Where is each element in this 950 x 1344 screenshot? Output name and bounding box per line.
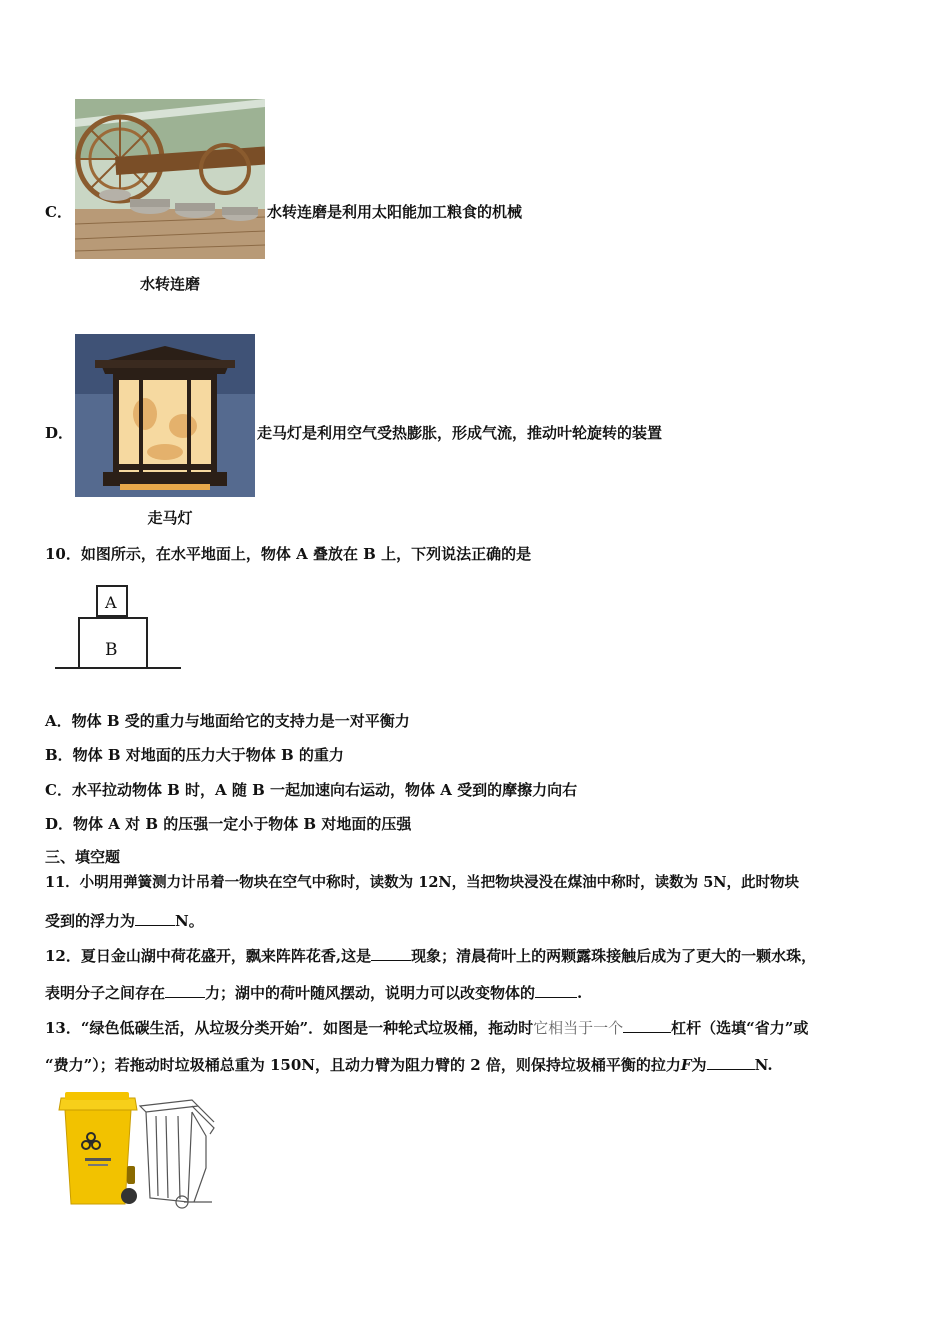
option-d-text: 走马灯是利用空气受热膨胀，形成气流，推动叶轮旋转的装置 xyxy=(257,424,663,442)
block-b-label: B xyxy=(105,640,118,660)
q13-line1-text-b: 杠杆（选填“省力”或 xyxy=(671,1019,809,1037)
q10-stem: 10．如图所示，在水平地面上，物体 A 叠放在 B 上，下列说法正确的是 xyxy=(45,545,532,563)
block-a-label: A xyxy=(105,593,117,612)
q13-blank-force-value[interactable] xyxy=(707,1054,755,1070)
water-mill-caption: 水转连磨 xyxy=(139,275,200,293)
q12-blank-motion[interactable] xyxy=(535,982,577,998)
q13-force-symbol: F xyxy=(680,1056,692,1074)
q11-unit: N。 xyxy=(175,912,204,930)
lantern-photo xyxy=(75,334,255,497)
lantern-caption: 走马灯 xyxy=(147,509,193,527)
q13-line1 xyxy=(45,1017,808,1038)
trash-bin-lever-diagram xyxy=(136,1098,218,1210)
q12-line1-text-a: 12．夏日金山湖中荷花盛开，飘来阵阵花香,这是 xyxy=(45,947,372,965)
q12-line1 xyxy=(45,945,816,966)
q13-line2 xyxy=(45,1054,773,1075)
q13-line1-gray-text: 它相当于一个 xyxy=(533,1019,624,1037)
q12-line1-text-b: 现象；清晨荷叶上的两颗露珠接触后成为了更大的一颗水珠， xyxy=(411,947,817,965)
q10-choice-c: C．水平拉动物体 B 时，A 随 B 一起加速向右运动，物体 A 受到的摩擦力向右 xyxy=(45,781,578,799)
q13-line2-text-a: “费力”）；若拖动时垃圾桶总重为 150N，且动力臂为阻力臂的 2 倍，则保持垃圾桶平衡的拉力 xyxy=(45,1056,681,1074)
option-c-label: C． xyxy=(45,203,72,221)
q12-blank-force[interactable] xyxy=(165,982,205,998)
q10-choice-d: D．物体 A 对 B 的压强一定小于物体 B 对地面的压强 xyxy=(45,815,412,833)
q11-line2 xyxy=(45,910,204,931)
q13-line1-text-a: 13．“绿色低碳生活，从垃圾分类开始”．如图是一种轮式垃圾桶，拖动时 xyxy=(45,1019,534,1037)
q12-line2 xyxy=(45,982,582,1003)
section-3-title: 三、填空题 xyxy=(45,848,121,866)
q11-blank-buoyancy[interactable] xyxy=(135,910,175,926)
q13-line2-text-c: N. xyxy=(754,1056,773,1074)
q11-line2-text: 受到的浮力为 xyxy=(45,912,136,930)
q12-line2-text-b: 力；湖中的荷叶随风摆动，说明力可以改变物体的 xyxy=(205,984,536,1002)
q11-line1: 11．小明用弹簧测力计吊着一物块在空气中称时，读数为 12N，当把物块浸没在煤油中称时，读数为 5N，此时物块 xyxy=(45,874,800,891)
option-d-label: D． xyxy=(45,424,74,442)
q12-line2-text-a: 表明分子之间存在 xyxy=(45,984,166,1002)
q13-line2-text-b: 为 xyxy=(691,1056,707,1074)
stacked-blocks-figure xyxy=(55,580,185,672)
q12-blank-phenomenon[interactable] xyxy=(371,945,411,961)
water-mill-photo xyxy=(75,99,265,259)
q12-line2-text-c: . xyxy=(577,984,583,1002)
q13-blank-lever-type[interactable] xyxy=(623,1017,671,1033)
trash-bin-photo xyxy=(55,1090,140,1208)
q10-choice-a: A．物体 B 受的重力与地面给它的支持力是一对平衡力 xyxy=(45,712,410,730)
option-c-text: 水转连磨是利用太阳能加工粮食的机械 xyxy=(267,203,523,221)
q10-choice-b: B．物体 B 对地面的压力大于物体 B 的重力 xyxy=(45,746,344,764)
